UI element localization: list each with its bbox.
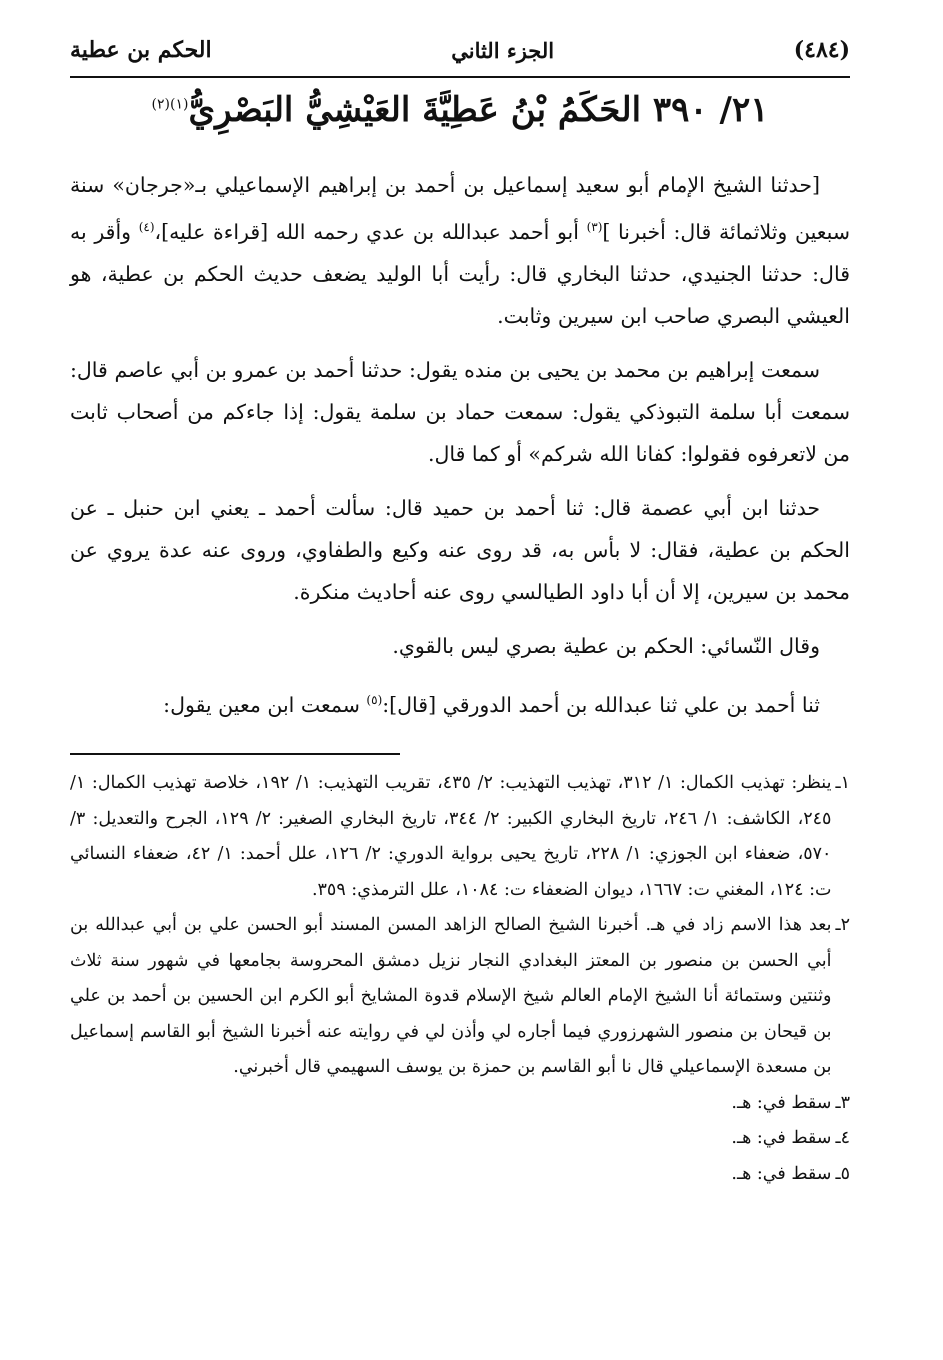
body-text (70, 164, 850, 738)
footnote-number: ٢ـ (835, 915, 850, 935)
footnote-ref-5[interactable]: (٥) (366, 692, 383, 707)
footnote-1 (70, 766, 850, 908)
paragraph-1-part-a: [حدثنا الشيخ الإمام أبو سعيد إسماعيل بن أحمد بن إبراهيم الإسماعيلي بـ«جرجان» سنة سبعين وثلاثمائة قال: أخبرنا ] (70, 173, 851, 244)
footnote-number: ٤ـ (835, 1128, 850, 1148)
footnote-2 (70, 908, 850, 1086)
footnotes (70, 766, 850, 1192)
part-title: الجزء الثاني (451, 37, 555, 63)
page-number: (٤٨٤) (793, 37, 850, 63)
footnote-text: ينظر: تهذيب الكمال: ١/ ٣١٢، تهذيب التهذيب: ٢/ ٤٣٥، تقريب التهذيب: ١/ ١٩٢، خلاصة تهذيب الكمال: ١/ ٢٤٥، الكاشف: ١/ ٢٤٦، تاريخ البخاري الكبير: ٢/ ٣٤٤، تاريخ البخاري الصغير: ٢/ ١٢٩، الجرح والتعديل: ٣/ ٥٧٠، ضعفاء ابن الجوزي: ١/ ٢٢٨، تاريخ يحيى برواية الدوري: ٢/ ١٢٦، علل أحمد: ١/ ٤٢، ضعفاء النسائي ت: ١٢٤، المغني ت: ١٦٦٧، ديوان الضعفاء ت: ١٠٨٤، علل الترمذي: ٣٥٩. (70, 773, 832, 900)
footnote-text: سقط في: هـ. (731, 1128, 832, 1148)
running-header (70, 30, 850, 70)
footnote-separator (70, 753, 400, 755)
footnote-3 (70, 1086, 850, 1122)
paragraph-5-part-b: سمعت ابن معين يقول: (163, 692, 367, 717)
paragraph-1-part-c: وأقر به قال: حدثنا الجنيدي، حدثنا البخاري قال: رأيت أبا الوليد يضعف حديث الحكم بن عطية، هو العيشي البصري صاحب ابن سيرين وثابت. (70, 219, 850, 328)
book-page (70, 18, 850, 1338)
footnote-text: سقط في: هـ. (731, 1092, 832, 1113)
entry-number: ٢١/ ٣٩٠ (652, 90, 769, 130)
footnote-ref-4[interactable]: (٤) (138, 220, 155, 234)
header-rule (70, 76, 850, 78)
paragraph-4: وقال النّسائي: الحكم بن عطية بصري ليس بالقوي. (392, 633, 820, 658)
paragraph-2: سمعت إبراهيم بن محمد بن يحيى بن منده يقول: حدثنا أحمد بن عمرو بن أبي عاصم قال: سمعت أبا سلمة التبوذكي يقول: سمعت حماد بن سلمة يقول: إذا جاءكم من أصحاب ثابت من لاتعرفوه فقولوا: كفانا الله شركم» أو كما قال. (70, 357, 850, 466)
footnote-ref-3[interactable]: (٣) (586, 220, 603, 234)
paragraph-1-part-b: أبو أحمد عبدالله بن عدي رحمه الله [قراءة عليه]، (154, 219, 587, 244)
running-entry-name: الحكم بن عطية (70, 37, 212, 63)
footnote-4 (70, 1121, 850, 1157)
entry-footnote-refs: (١)(٢) (151, 96, 189, 113)
entry-title: الحَكَمُ بْنُ عَطِيَّةَ العَيْشِيُّ البَصْرِيُّ (188, 90, 642, 130)
paragraph-3: حدثنا ابن أبي عصمة قال: ثنا أحمد بن حميد قال: سألت أحمد ـ يعني ابن حنبل ـ عن الحكم بن عطية، فقال: لا بأس به، قد روى عنه وكيع والطفاوي، وروى عنه عدة يروي عن محمد بن سيرين، إلا أن أبا داود الطيالسي روى عنه أحاديث منكرة. (70, 495, 850, 604)
footnote-number: ١ـ (835, 773, 850, 793)
paragraph-1 (70, 164, 850, 337)
footnote-number: ٣ـ (835, 1092, 850, 1113)
entry-heading (70, 90, 850, 150)
footnote-5 (70, 1157, 850, 1193)
footnote-text: سقط في: هـ. (731, 1163, 832, 1184)
footnote-number: ٥ـ (835, 1163, 850, 1184)
paragraph-5 (70, 679, 850, 726)
footnote-text: بعد هذا الاسم زاد في هـ. أخبرنا الشيخ الصالح الزاهد المسن المسند أبو الحسن علي بن أبي عبدالله بن أبي الحسن بن منصور بن المعتز البغدادي النجار نزيل دمشق المحروسة بجامعها في شهور سنة ثلاث وثنتين وستمائة أنا الشيخ الإمام العالم شيخ الإسلام قدوة المشايخ أبو الكرم ابن الحسين بن أحمد بن علي بن قيحان بن منصور الشهرزوري فيما أجاره لي وأذن لي في روايته عنه أخبرنا الشيخ أبو القاسم إسماعيل بن مسعدة الإسماعيلي قال نا أبو القاسم بن حمزة بن يوسف السهيمي قال أخبرني. (70, 915, 832, 1077)
paragraph-5-part-a: ثنا أحمد بن علي ثنا عبدالله بن أحمد الدورقي [قال]: (382, 692, 820, 717)
